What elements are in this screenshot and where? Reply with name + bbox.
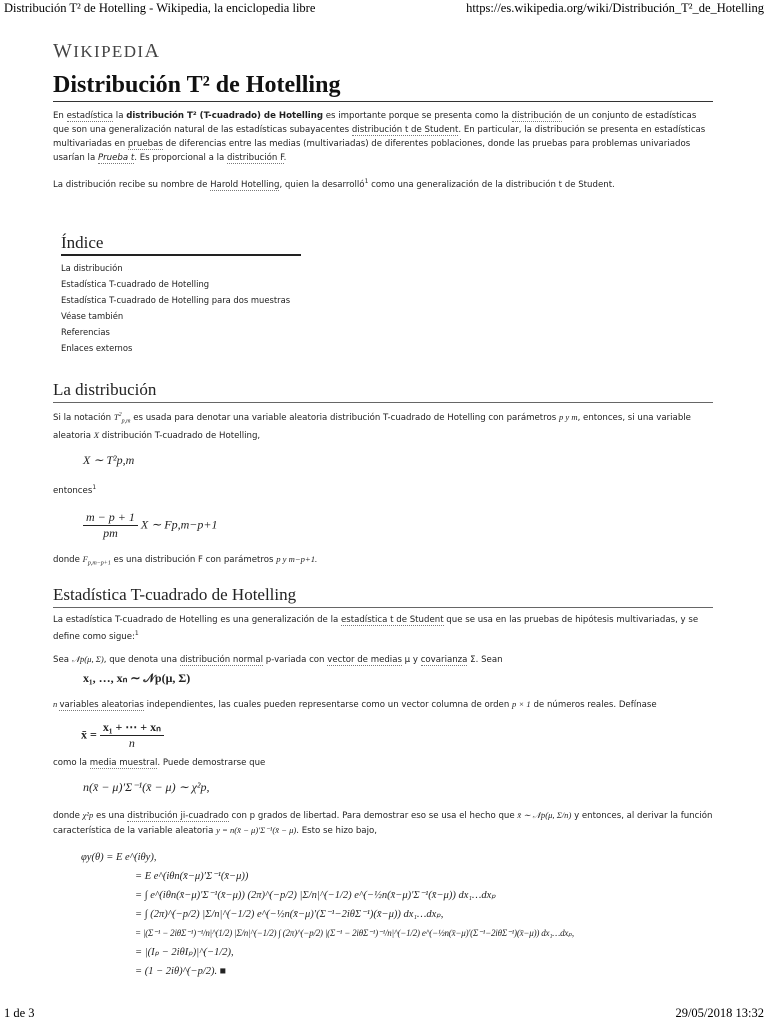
article <box>53 40 713 981</box>
print-header-title: Distribución T² de Hotelling - Wikipedia, la enciclopedia libre <box>4 1 316 15</box>
toc-item[interactable]: Referencias <box>61 326 110 337</box>
link-pruebas[interactable]: pruebas <box>127 139 163 149</box>
link-distribucion[interactable]: distribución <box>511 111 562 121</box>
equation-sample: x₁, …, xₙ ∼ 𝒩p(μ, Σ) <box>83 670 191 685</box>
sec2-paragraph-3: n variables aleatorias independientes, las cuales pueden representarse como un vector columna de orden p × 1 de números reales. Defínase <box>53 698 657 710</box>
derivation-line: = (1 − 2iθ)^(−p/2). ■ <box>135 965 227 977</box>
link-distribucion-normal[interactable]: distribución normal <box>179 654 264 665</box>
derivation-line: = ∫ (2π)^(−p/2) |Σ/n|^(−1/2) e^(−½n(x̄−μ)′(Σ⁻¹−2iθΣ⁻¹)(x̄−μ)) dx₁…dxₚ, <box>135 908 444 920</box>
sec1-paragraph-2: entonces$^1$ <box>53 484 97 497</box>
derivation-line: = E e^(iθn(x̄−μ)′Σ⁻¹(x̄−μ)) <box>135 870 249 882</box>
link-estadistica[interactable]: estadística <box>66 111 114 121</box>
toc-item[interactable]: Véase también <box>61 310 124 321</box>
reference-mark[interactable]: 1 <box>92 484 97 492</box>
link-estadistica-t-student[interactable]: estadística t de Student <box>340 615 444 626</box>
print-date: 29/05/2018 13:32 <box>675 1006 764 1020</box>
sec2-paragraph-1: La estadística T-cuadrado de Hotelling es una generalización de la estadística t de Student que se usa en las pruebas de hipótesis multivariadas, y se define como sigue:$^1$ <box>53 615 699 642</box>
equation-chi-square: n(x̄ − μ)′Σ⁻¹(x̄ − μ) ∼ χ²p, <box>83 779 210 794</box>
link-covarianza[interactable]: covarianza <box>420 654 468 665</box>
sec1-paragraph-3: donde $F_{p,m-p+1}$ es una distribución F con parámetros p y m−p+1. <box>53 554 318 568</box>
link-variables-aleatorias[interactable]: variables aleatorias <box>59 699 144 710</box>
sec2-paragraph-2: Sea 𝒩p(μ, Σ), que denota una distribución normal p-variada con vector de medias μ y covarianza Σ. Sean <box>53 653 503 665</box>
intro-bold-term: distribución T² (T-cuadrado) de Hotelling <box>126 111 324 121</box>
link-distribucion-ji-cuadrado[interactable]: distribución ji-cuadrado <box>127 810 229 821</box>
link-harold-hotelling[interactable]: Harold Hotelling <box>210 179 280 190</box>
section-heading-distribucion: La distribución <box>53 380 713 403</box>
derivation-line: = |(Σ⁻¹ − 2iθΣ⁻¹)⁻¹/n|^(1/2) |Σ/n|^(−1/2) ∫ (2π)^(−p/2) |(Σ⁻¹ − 2iθΣ⁻¹)⁻¹/n|^(−1/2) e^(−½n(x̄−μ)′(Σ⁻¹−2iθΣ⁻¹)(x̄−μ)) dx₁…dxₚ, <box>135 927 574 938</box>
sec1-paragraph-1: Si la notación $T^2_{p,m}$ es usada para denotar una variable aleatoria distribución T-cuadrado de Hotelling con parámetros p y m, entonces, si una variable aleatoria X distribución T-cuadrado de Hotelling, <box>53 411 691 442</box>
derivation-block <box>81 848 713 981</box>
toc-item[interactable]: Estadística T-cuadrado de Hotelling <box>61 278 210 289</box>
derivation-line: = |(Iₚ − 2iθIₚ)|^(−1/2), <box>135 946 234 958</box>
table-of-contents <box>61 233 301 356</box>
reference-mark[interactable]: 1 <box>134 630 139 638</box>
print-header <box>0 0 768 16</box>
wikipedia-logo[interactable]: WIKIPEDIA <box>53 40 161 62</box>
equation-f-relation: $\frac{m - p + 1}{pm}$ X ∼ Fp,m−p+1 <box>83 510 713 552</box>
intro-paragraph-1: En estadística la distribución T² (T-cuadrado) de Hotelling es importante porque se presenta como la distribución de un conjunto de estadísticas que son una generalización natural de las estadísticas subayacentes distribución t de Student. En particular, la distribución se presenta en estadísticas multivariadas en pruebas de diferencias entre las medias (multivariadas) de diferentes poblaciones, donde las pruebas para problemas univariados usarían la Prueba t. Es proporcional a la distribución F. <box>53 111 706 163</box>
equation-mean: x̄ = $\frac{\text{x₁ + ⋯ + xₙ}}{n}$ <box>81 720 713 756</box>
print-footer <box>0 1006 768 1024</box>
link-prueba-t[interactable]: Prueba t <box>97 153 135 163</box>
intro-paragraph-2: La distribución recibe su nombre de Harold Hotelling, quien la desarrolló$^1$ como una generalización de la distribución t de Student. <box>53 178 615 190</box>
reference-mark[interactable]: 1 <box>364 178 369 185</box>
link-t-student[interactable]: distribución t de Student <box>351 125 459 135</box>
link-media-muestral[interactable]: media muestral <box>89 757 158 768</box>
page-title: Distribución T² de Hotelling <box>53 72 713 102</box>
equation-t2: X ∼ T²p,m <box>83 453 135 468</box>
toc-title: Índice <box>61 233 301 256</box>
sec2-paragraph-4: como la media muestral. Puede demostrarse que <box>53 757 266 768</box>
page-number: 1 de 3 <box>4 1006 35 1020</box>
toc-item[interactable]: La distribución <box>61 262 123 273</box>
sec2-paragraph-5: donde χ²p es una distribución ji-cuadrado con p grados de libertad. Para demostrar eso se usa el hecho que x̄ ∼ 𝒩p(μ, Σ/n) y entonces, al derivar la función característica de la variable aleatoria y = n(x̄ − μ)′Σ⁻¹(x̄ − μ). Esto se hizo bajo, <box>53 809 713 836</box>
link-vector-de-medias[interactable]: vector de medias <box>327 654 402 665</box>
link-distribucion-f[interactable]: distribución F <box>227 153 284 163</box>
derivation-line: φy(θ) = E e^(iθy), <box>81 851 157 863</box>
print-header-url: https://es.wikipedia.org/wiki/Distribución_T²_de_Hotelling <box>466 1 764 15</box>
toc-item[interactable]: Enlaces externos <box>61 342 133 353</box>
toc-item[interactable]: Estadística T-cuadrado de Hotelling para dos muestras <box>61 294 291 305</box>
derivation-line: = ∫ e^(iθn(x̄−μ)′Σ⁻¹(x̄−μ)) (2π)^(−p/2) |Σ/n|^(−1/2) e^(−½n(x̄−μ)′Σ⁻¹(x̄−μ)) dx₁…dxₚ <box>135 889 496 901</box>
section-heading-estadistica: Estadística T-cuadrado de Hotelling <box>53 585 713 608</box>
